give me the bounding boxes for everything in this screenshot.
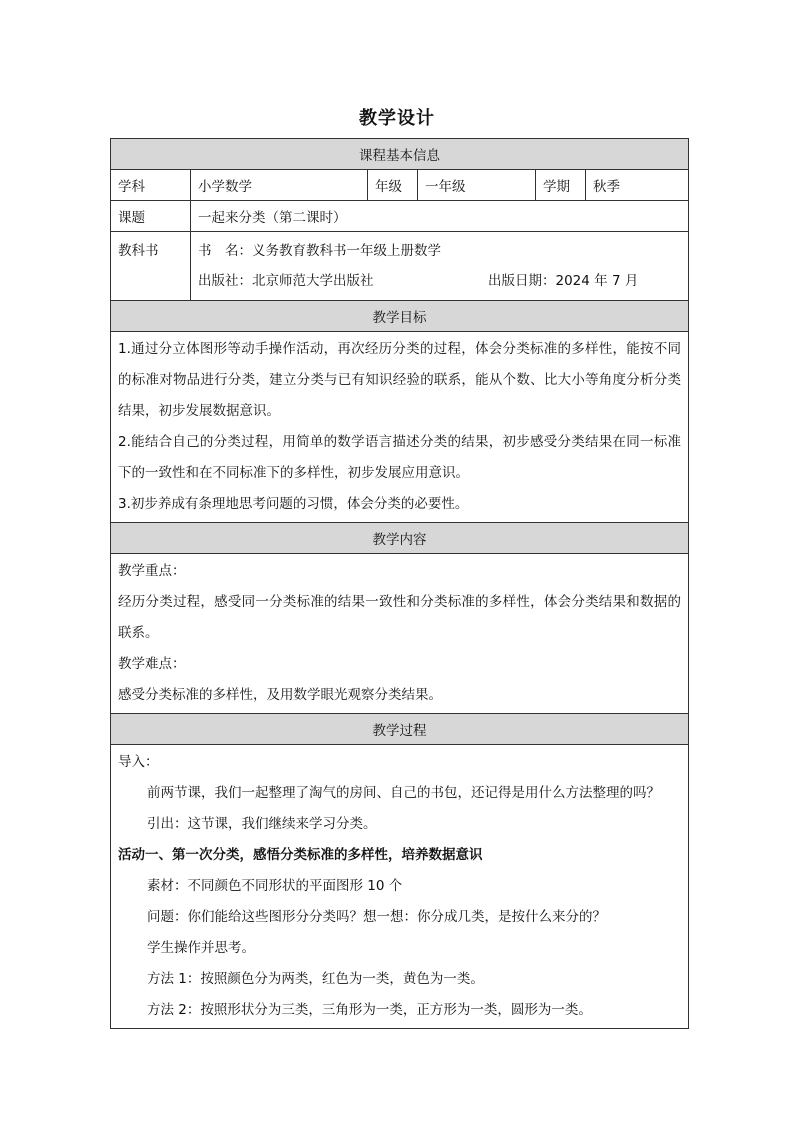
topic-label: 课题	[111, 201, 191, 232]
objectives-row	[111, 332, 689, 523]
term-label: 学期	[536, 170, 586, 201]
key-point-label: 教学重点：	[118, 563, 186, 579]
process-header: 教学过程	[111, 714, 689, 745]
objective-item: 3.初步养成有条理地思考问题的习惯，体会分类的必要性。	[118, 496, 469, 512]
intro-lead: 引出：这节课，我们继续来学习分类。	[147, 816, 377, 832]
objective-item: 2.能结合自己的分类过程，用简单的数学语言描述分类的结果，初步感受分类结果在同一标准下的一致性和在不同标准下的多样性，初步发展应用意识。	[118, 434, 681, 481]
process-row	[111, 745, 689, 1029]
intro-text: 前两节课，我们一起整理了淘气的房间、自己的书包，还记得是用什么方法整理的吗？	[147, 785, 660, 801]
question-text: 问题：你们能给这些图形分分类吗？想一想：你分成几类，是按什么来分的？	[147, 909, 606, 925]
activity-heading: 活动一、第一次分类，感悟分类标准的多样性，培养数据意识	[118, 847, 483, 863]
basic-info-header-row	[111, 139, 689, 170]
intro-label: 导入：	[118, 754, 159, 770]
topic-row	[111, 201, 689, 232]
material-text: 素材：不同颜色不同形状的平面图形 10 个	[147, 878, 403, 894]
lesson-plan-table	[110, 138, 689, 1029]
grade-value: 一年级	[418, 170, 536, 201]
method-1-text: 方法 1：按照颜色分为两类，红色为一类，黄色为一类。	[147, 971, 484, 987]
subject-value: 小学数学	[191, 170, 368, 201]
difficult-point-text: 感受分类标准的多样性，及用数学眼光观察分类结果。	[118, 687, 442, 703]
grade-label: 年级	[368, 170, 418, 201]
content-header-row	[111, 523, 689, 554]
page-title: 教学设计	[359, 108, 435, 129]
publisher-line	[198, 266, 681, 296]
publication-date: 出版日期：2024 年 7 月	[488, 273, 639, 289]
objectives-header-row	[111, 301, 689, 332]
method-2-text: 方法 2：按照形状分为三类，三角形为一类，正方形为一类，圆形为一类。	[147, 1002, 592, 1018]
textbook-row	[111, 232, 689, 301]
subject-row	[111, 170, 689, 201]
difficult-point-label: 教学难点：	[118, 656, 186, 672]
book-name: 书 名：义务教育教科书一年级上册数学	[198, 243, 441, 259]
publisher: 出版社：北京师范大学出版社	[198, 273, 374, 289]
subject-label: 学科	[111, 170, 191, 201]
student-text: 学生操作并思考。	[147, 940, 255, 956]
key-point-text: 经历分类过程，感受同一分类标准的结果一致性和分类标准的多样性，体会分类结果和数据的联系。	[118, 594, 681, 641]
textbook-label: 教科书	[118, 243, 159, 259]
content-row	[111, 554, 689, 714]
process-header-row	[111, 714, 689, 745]
objective-item: 1.通过分立体图形等动手操作活动，再次经历分类的过程，体会分类标准的多样性，能按不同的标准对物品进行分类，建立分类与已有知识经验的联系，能从个数、比大小等角度分析分类结果，初步发展数据意识。	[118, 341, 681, 419]
objectives-header: 教学目标	[111, 301, 689, 332]
topic-value: 一起来分类（第二课时）	[191, 201, 689, 232]
basic-info-header: 课程基本信息	[111, 139, 689, 170]
content-header: 教学内容	[111, 523, 689, 554]
term-value: 秋季	[586, 170, 689, 201]
